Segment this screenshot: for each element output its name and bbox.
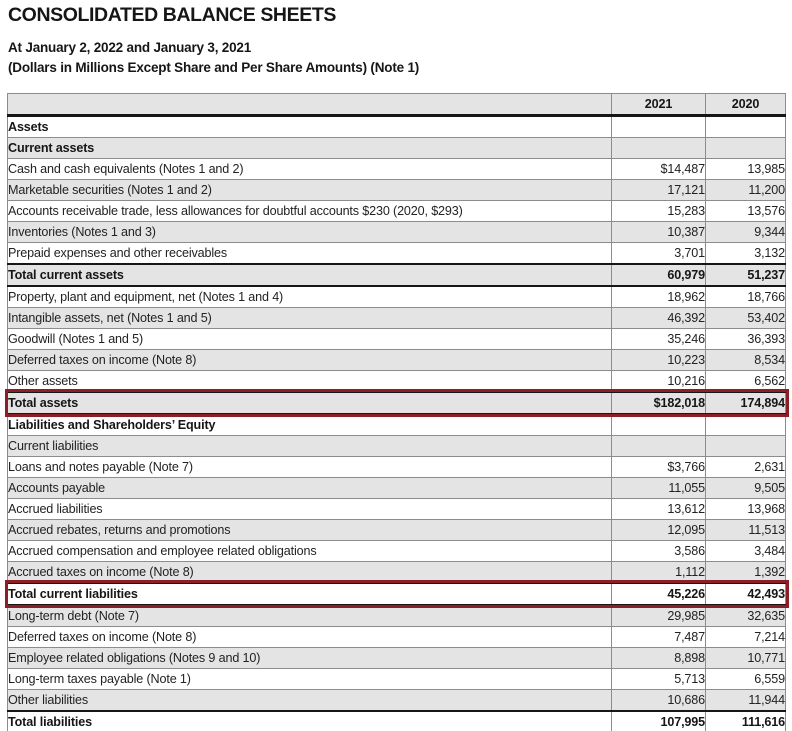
value-2021: 5,713 [612,669,706,690]
value-2020: 13,576 [706,201,786,222]
value-2021: 10,223 [612,350,706,371]
value-2020: 7,214 [706,627,786,648]
highlighted-total-row [8,583,786,605]
value-2020: 32,635 [706,605,786,627]
table-row [8,414,786,436]
row-label: Deferred taxes on income (Note 8) [8,350,612,371]
highlighted-total-row [8,392,786,414]
row-label: Accrued rebates, returns and promotions [8,520,612,541]
row-label: Long-term taxes payable (Note 1) [8,669,612,690]
table-row [8,457,786,478]
row-label: Employee related obligations (Notes 9 and 10) [8,648,612,669]
table-row [8,308,786,329]
value-2020: 36,393 [706,329,786,350]
table-row [8,350,786,371]
value-2021: 13,612 [612,499,706,520]
value-2020 [706,138,786,159]
value-2020: 10,771 [706,648,786,669]
column-header-2021: 2021 [612,94,706,116]
row-label: Total current assets [8,264,612,286]
value-2021: $14,487 [612,159,706,180]
value-2021: 10,216 [612,371,706,393]
value-2020: 11,200 [706,180,786,201]
value-2021 [612,138,706,159]
value-2021: 107,995 [612,711,706,731]
value-2021: 35,246 [612,329,706,350]
row-label: Current assets [8,138,612,159]
value-2021: $3,766 [612,457,706,478]
row-label: Intangible assets, net (Notes 1 and 5) [8,308,612,329]
document-header [8,4,784,80]
table-row [8,180,786,201]
value-2020: 51,237 [706,264,786,286]
table-row [8,478,786,499]
column-header-2020: 2020 [706,94,786,116]
table-row [8,627,786,648]
row-label: Other assets [8,371,612,393]
value-2020: 11,513 [706,520,786,541]
value-2021: 10,686 [612,690,706,712]
value-2020: 11,944 [706,690,786,712]
row-label: Total assets [8,392,612,414]
table-row [8,436,786,457]
subtitle-units-note: (Dollars in Millions Except Share and Per Share Amounts) (Note 1) [8,60,420,75]
table-row [8,541,786,562]
value-2021: $182,018 [612,392,706,414]
table-row [8,562,786,584]
value-2021 [612,116,706,138]
table-row [8,669,786,690]
value-2020: 1,392 [706,562,786,584]
value-2021: 3,701 [612,243,706,265]
value-2020: 6,562 [706,371,786,393]
value-2021: 46,392 [612,308,706,329]
table-row [8,138,786,159]
value-2020: 3,484 [706,541,786,562]
value-2021: 3,586 [612,541,706,562]
value-2020: 18,766 [706,286,786,308]
value-2020: 174,894 [706,392,786,414]
row-label: Property, plant and equipment, net (Notes 1 and 4) [8,286,612,308]
value-2020 [706,116,786,138]
row-label: Current liabilities [8,436,612,457]
value-2021: 8,898 [612,648,706,669]
table-row [8,116,786,138]
row-label: Loans and notes payable (Note 7) [8,457,612,478]
value-2020: 6,559 [706,669,786,690]
table-row [8,499,786,520]
table-row [8,690,786,712]
table-row [8,201,786,222]
page-title: CONSOLIDATED BALANCE SHEETS [8,4,336,26]
value-2021: 1,112 [612,562,706,584]
row-label: Total current liabilities [8,583,612,605]
value-2021: 10,387 [612,222,706,243]
table-row [8,222,786,243]
table-row [8,371,786,393]
total-row [8,264,786,286]
value-2020: 9,344 [706,222,786,243]
subtitle-dates: At January 2, 2022 and January 3, 2021 [8,40,252,55]
row-label: Prepaid expenses and other receivables [8,243,612,265]
value-2021: 11,055 [612,478,706,499]
balance-sheet-table [7,93,786,731]
row-label: Accrued compensation and employee related obligations [8,541,612,562]
total-row [8,711,786,731]
column-header-label [8,94,612,116]
value-2020: 53,402 [706,308,786,329]
value-2021: 12,095 [612,520,706,541]
row-label: Inventories (Notes 1 and 3) [8,222,612,243]
row-label: Accrued liabilities [8,499,612,520]
value-2020 [706,414,786,436]
row-label: Accounts receivable trade, less allowances for doubtful accounts $230 (2020, $293) [8,201,612,222]
column-header-row [8,94,786,116]
value-2020: 13,985 [706,159,786,180]
row-label: Cash and cash equivalents (Notes 1 and 2) [8,159,612,180]
value-2021: 17,121 [612,180,706,201]
row-label: Total liabilities [8,711,612,731]
table-row [8,520,786,541]
table-row [8,329,786,350]
value-2021 [612,414,706,436]
table-row [8,605,786,627]
value-2020: 13,968 [706,499,786,520]
row-label: Accounts payable [8,478,612,499]
row-label: Liabilities and Shareholders’ Equity [8,414,612,436]
row-label: Accrued taxes on income (Note 8) [8,562,612,584]
row-label: Long-term debt (Note 7) [8,605,612,627]
value-2020: 8,534 [706,350,786,371]
value-2020 [706,436,786,457]
table-row [8,243,786,265]
value-2021: 15,283 [612,201,706,222]
value-2021: 18,962 [612,286,706,308]
row-label: Assets [8,116,612,138]
row-label: Other liabilities [8,690,612,712]
row-label: Deferred taxes on income (Note 8) [8,627,612,648]
row-label: Marketable securities (Notes 1 and 2) [8,180,612,201]
table-row [8,648,786,669]
value-2021 [612,436,706,457]
value-2021: 45,226 [612,583,706,605]
value-2021: 29,985 [612,605,706,627]
row-label: Goodwill (Notes 1 and 5) [8,329,612,350]
value-2020: 111,616 [706,711,786,731]
table-row [8,159,786,180]
value-2021: 7,487 [612,627,706,648]
value-2020: 2,631 [706,457,786,478]
value-2020: 3,132 [706,243,786,265]
value-2020: 9,505 [706,478,786,499]
table-row [8,286,786,308]
value-2021: 60,979 [612,264,706,286]
value-2020: 42,493 [706,583,786,605]
